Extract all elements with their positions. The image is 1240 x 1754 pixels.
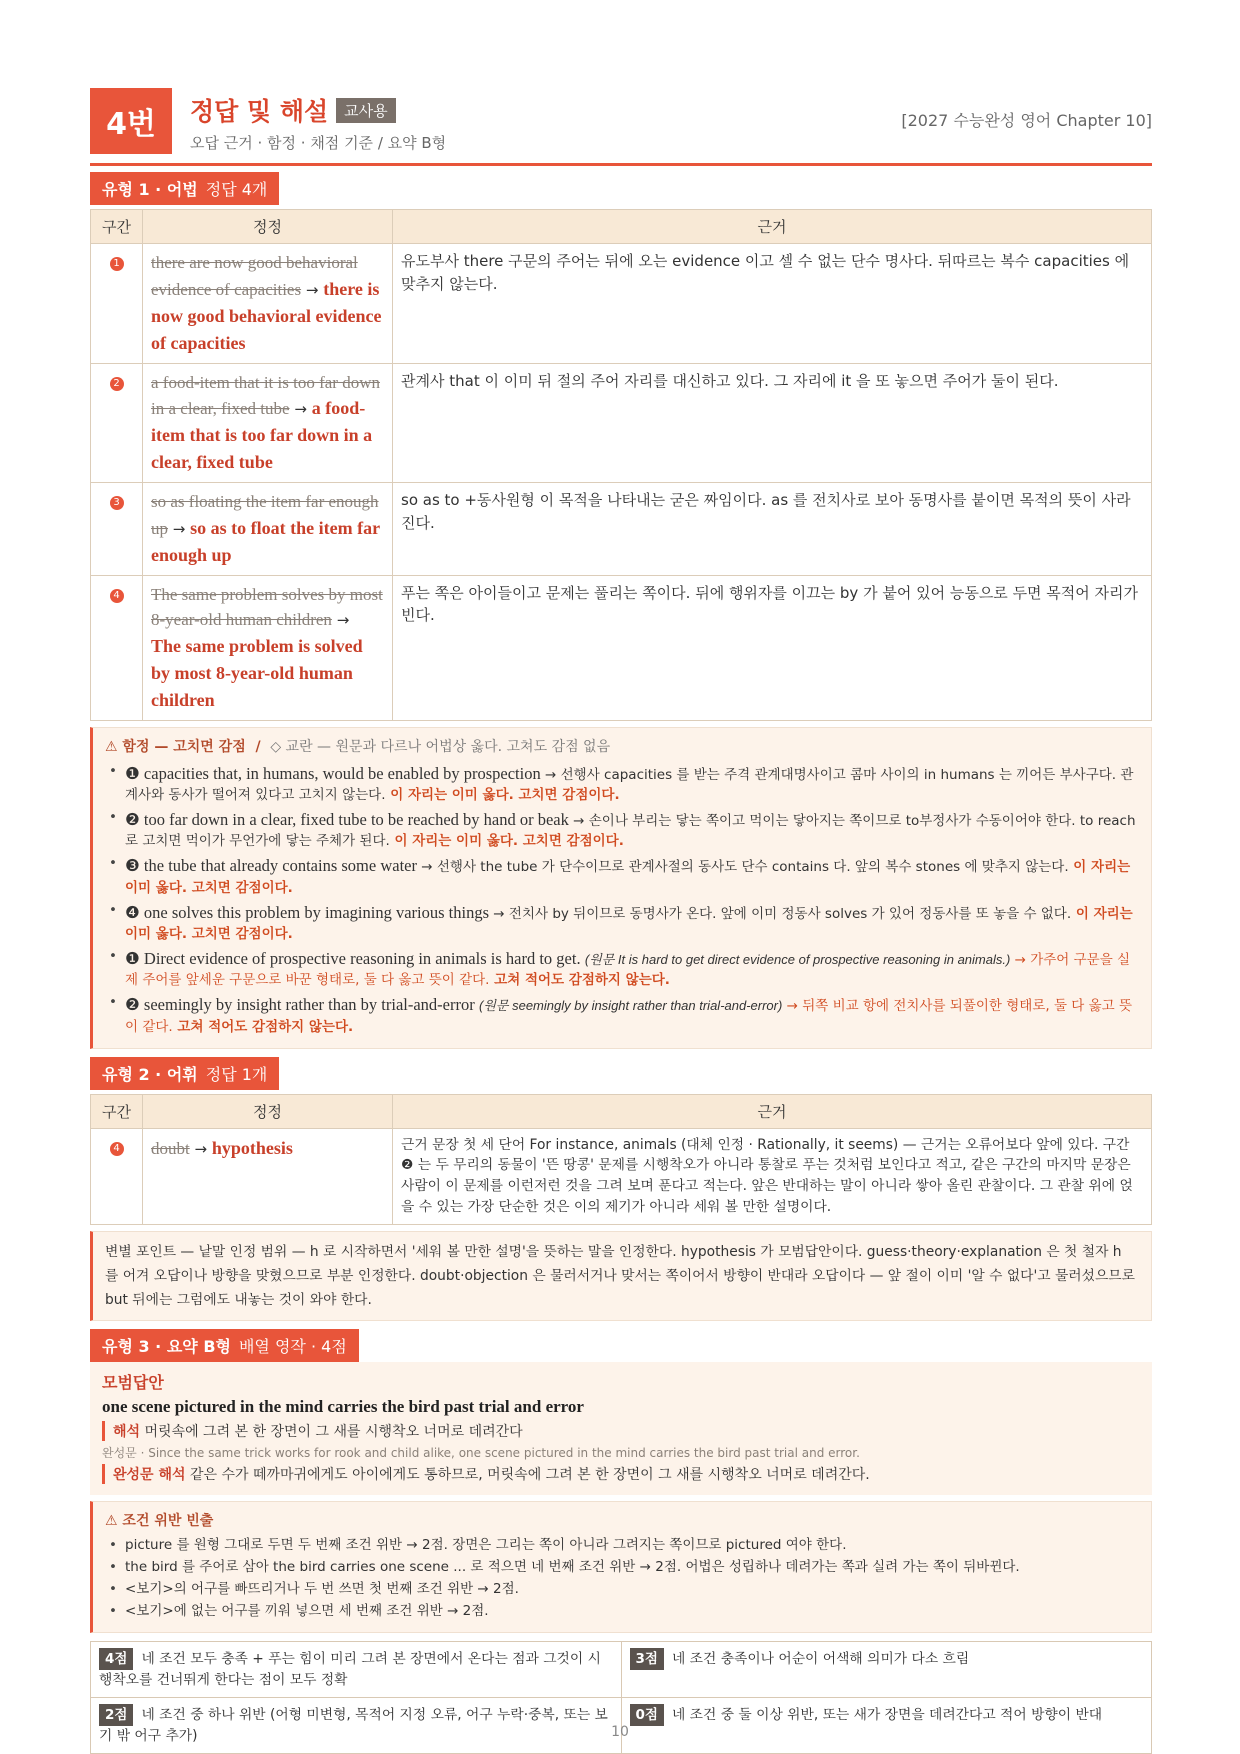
title-text: 정답 및 해설 xyxy=(190,97,329,126)
col-reason: 근거 xyxy=(393,1094,1152,1128)
model-answer-text: one scene pictured in the mind carries the bird past trial and error xyxy=(102,1396,584,1416)
fixed-text: a food-item that is too far down in a clear, fixed tube xyxy=(151,398,373,472)
list-item xyxy=(105,808,1137,852)
section-1-title: 유형 1 · 어법 xyxy=(102,180,198,199)
wrong-text: doubt xyxy=(151,1138,190,1158)
section-1-label xyxy=(90,172,279,205)
trap-head-label: ⚠ 함정 — 고치면 감점 xyxy=(105,738,246,755)
table-header-row xyxy=(91,1094,1152,1128)
complete-translation-text: 같은 수가 떼까마귀에게도 아이에게도 통하므로, 머릿속에 그려 본 한 장면이 그 새를 시행착오 너머로 데려간다. xyxy=(185,1466,870,1483)
reason-text: 근거 문장 첫 세 단어 For instance, animals (대체 인정 · Rationally, it seems) — 근거는 오류어보다 앞에 있다. 구간 ❷ 는 두 무리의 동물이 '뜬 땅콩' 문제를 시행착오가 아니라 통찰로 푸는 것처럼 보인다고 적고, 같은 구간의 마지막 문장은 사람이 이 문제를 이런저런 것을 그려 보며 푼다고 적는다. 앞은 반대하는 말이 아니라 쌓아 올린 관찰이다. 그 관찰 위에 얹을 수 있는 가장 단순한 것은 이의 제기가 아니라 세워 볼 만한 설명이다. xyxy=(393,1128,1152,1224)
condition-violation-box xyxy=(90,1501,1152,1633)
list-item: • the bird 를 주어로 삼아 the bird carries one scene ... 로 적으면 네 번째 조건 위반 → 2점. 어법은 성립하나 데려가는 쪽과 실려 가는 쪽이 뒤바뀐다. xyxy=(105,1558,1137,1578)
score-badge: 2점 xyxy=(99,1704,133,1726)
distractor-item-em: 고쳐 적어도 감점하지 않는다. xyxy=(489,972,670,989)
row-number-badge: 3 xyxy=(110,496,124,510)
section-2-title: 유형 2 · 어휘 xyxy=(102,1064,198,1084)
list-item xyxy=(105,993,1137,1037)
reason-text: 유도부사 there 구문의 주어는 뒤에 오는 evidence 이고 셀 수 없는 단수 명사다. 뒤따르는 복수 capacities 에 맞추지 않는다. xyxy=(393,244,1152,364)
trap-item-em: 이 자리는 이미 옳다. 고치면 감점이다. xyxy=(389,833,624,850)
fixed-text: so as to float the item far enough up xyxy=(151,517,380,565)
section-3-answer: 배열 영작 · 4점 xyxy=(238,1336,347,1356)
table-row xyxy=(91,575,1152,720)
trap-item-em: 이 자리는 이미 옳다. 고치면 감점이다. xyxy=(385,786,620,803)
trap-item-ko: → 선행사 capacities 를 받는 주격 관계대명사이고 콤마 사이의 in humans 는 끼어든 부사구다. 관계사와 동사가 떨어져 있다고 고치지 않는다. xyxy=(125,766,1134,803)
score-desc: 네 조건 중 둘 이상 위반, 또는 새가 장면을 데려간다고 적어 방향이 반대 xyxy=(671,1706,1103,1723)
table-row xyxy=(91,244,1152,364)
arrow-icon: → xyxy=(294,400,307,418)
table-row xyxy=(91,483,1152,576)
score-cell xyxy=(621,1641,1152,1697)
section-1-answer: 정답 4개 xyxy=(205,180,268,199)
complete-sentence-en: 완성문 · Since the same trick works for rook and child alike, one scene pictured in the mind carries the bird past trial and error. xyxy=(102,1445,860,1460)
wrong-text: there are now good behavioral evidence of capacities xyxy=(151,253,358,299)
section-3 xyxy=(90,1329,1152,1495)
arrow-icon: → xyxy=(305,280,319,299)
trap-item-em: 이 자리는 이미 옳다. 고치면 감점이다. xyxy=(125,859,1131,896)
col-correction: 정정 xyxy=(143,210,393,244)
score-row xyxy=(91,1641,1152,1697)
trap-head-note: ◇ 교란 — 원문과 다르나 어법상 옳다. 고쳐도 감점 없음 xyxy=(270,738,611,755)
discrimination-point-box: 변별 포인트 — 낱말 인정 범위 — h 로 시작하면서 '세워 볼 만한 설명'을 뜻하는 말을 인정한다. hypothesis 가 모범답안이다. guess·theory·explanation 은 첫 철자 h 를 어겨 오답이나 방향을 맞혔으므로 부분 인정한다. doubt·objection 은 물러서거나 맞서는 쪽이어서 방향이 반대라 오답이다 — 앞 절이 이미 '알 수 없다'고 물러섰으므로 but 뒤에는 그럼에도 내놓는 것이 와야 한다. xyxy=(90,1231,1152,1321)
table-row xyxy=(91,1128,1152,1224)
trap-item-en: ❹ one solves this problem by imagining various things xyxy=(125,902,490,922)
score-badge: 0점 xyxy=(630,1704,664,1726)
distractor-item-en: ❶ Direct evidence of prospective reasoning in animals is hard to get. xyxy=(125,949,581,968)
distractor-item-ko: → 가주어 구문을 실제 주어를 앞세운 구문으로 바꾼 형태로, 둘 다 옳고 뜻이 같다. xyxy=(125,952,1131,989)
translation-line xyxy=(102,1421,1140,1441)
row-number-badge: 4 xyxy=(110,589,124,603)
score-cell xyxy=(91,1641,622,1697)
trap-item-en: ❶ capacities that, in humans, would be enabled by prospection xyxy=(125,763,541,783)
arrow-icon: → xyxy=(172,519,186,538)
trap-item-en: ❸ the tube that already contains some water xyxy=(125,856,417,876)
page xyxy=(90,88,1152,1754)
trap-item-em: 이 자리는 이미 옳다. 고치면 감점이다. xyxy=(125,905,1133,943)
trap-head-separator: / xyxy=(255,738,261,755)
page-header xyxy=(90,88,1152,166)
translation-label: 해석 xyxy=(113,1423,141,1440)
grammar-table xyxy=(90,209,1152,721)
col-section: 구간 xyxy=(91,1094,143,1128)
page-number: 10 xyxy=(611,1724,629,1740)
reason-text: so as to +동사원형 이 목적을 나타내는 굳은 짜임이다. as 를 전치사로 보아 동명사를 붙이면 목적의 뜻이 사라진다. xyxy=(393,483,1152,576)
fixed-text: The same problem is solved by most 8-year-old human children xyxy=(151,635,363,710)
score-desc: 네 조건 충족이나 어순이 어색해 의미가 다소 흐림 xyxy=(671,1650,970,1667)
score-desc: 네 조건 중 하나 위반 (어형 미변형, 목적어 지정 오류, 어구 누락·중복, 또는 보기 밖 어구 추가) xyxy=(99,1706,608,1744)
trap-list xyxy=(105,762,1137,1038)
distractor-item-en: ❷ seemingly by insight rather than by trial-and-error xyxy=(125,995,475,1015)
section-3-title: 유형 3 · 요약 B형 xyxy=(102,1336,231,1356)
translation-text: 머릿속에 그려 본 한 장면이 그 새를 시행착오 너머로 데려간다 xyxy=(140,1423,523,1440)
col-correction: 정정 xyxy=(143,1094,393,1128)
list-item xyxy=(105,901,1137,945)
score-badge: 4점 xyxy=(99,1648,133,1670)
trap-box-head xyxy=(105,736,1137,756)
list-item xyxy=(105,854,1137,898)
col-reason: 근거 xyxy=(393,210,1152,244)
fixed-text: hypothesis xyxy=(211,1137,293,1158)
section-3-label xyxy=(90,1329,359,1362)
violation-list xyxy=(105,1536,1137,1622)
trap-item-ko: → 전치사 by 뒤이므로 동명사가 온다. 앞에 이미 정동사 solves 가 있어 정동사를 또 놓을 수 없다. xyxy=(489,905,1072,922)
distractor-item-ko: → 뒤쪽 비교 항에 전치사를 되풀이한 형태로, 둘 다 옳고 뜻이 같다. xyxy=(125,998,1133,1035)
wrong-text: The same problem solves by most 8-year-old human children xyxy=(151,584,383,629)
row-number-badge: 1 xyxy=(110,257,124,271)
trap-item-en: ❷ too far down in a clear, fixed tube to be reached by hand or beak xyxy=(125,809,569,829)
vocab-table xyxy=(90,1094,1152,1225)
section-2-answer: 정답 1개 xyxy=(205,1064,268,1084)
score-badge: 3점 xyxy=(630,1648,664,1670)
distractor-item-em: 고쳐 적어도 감점하지 않는다. xyxy=(172,1018,354,1035)
question-number: 4번 xyxy=(90,88,172,154)
list-item xyxy=(105,762,1137,806)
source-label: [2027 수능완성 영어 Chapter 10] xyxy=(901,111,1152,130)
trap-item-ko: → 선행사 the tube 가 단수이므로 관계사절의 동사도 단수 contains 다. 앞의 복수 stones 에 맞추지 않는다. xyxy=(416,859,1069,876)
list-item xyxy=(105,947,1137,991)
list-item: • <보기>의 어구를 빠뜨리거나 두 번 쓰면 첫 번째 조건 위반 → 2점. xyxy=(105,1580,1137,1600)
section-2 xyxy=(90,1057,1152,1225)
complete-translation-label: 완성문 해석 xyxy=(113,1466,186,1483)
col-section: 구간 xyxy=(91,210,143,244)
wrong-text: so as floating the item far enough up xyxy=(151,492,379,538)
list-item: • <보기>에 없는 어구를 끼워 넣으면 세 번째 조건 위반 → 2점. xyxy=(105,1602,1137,1622)
section-1 xyxy=(90,172,1152,721)
wrong-text: a food-item that it is too far down in a clear, fixed tube xyxy=(151,372,380,418)
section-2-label xyxy=(90,1057,279,1090)
distractor-item-original: (원문 It is hard to get direct evidence of prospective reasoning in animals.) xyxy=(584,952,1011,967)
complete-translation-line xyxy=(102,1464,1140,1484)
condition-violation-head: ⚠ 조건 위반 빈출 xyxy=(105,1512,214,1529)
distractor-item-original: (원문 seemingly by insight rather than trial-and-error) xyxy=(479,998,783,1014)
score-desc: 네 조건 모두 충족 + 푸는 힘이 미리 그려 본 장면에서 온다는 점과 그것이 시행착오를 건너뛰게 한다는 점이 모두 정확 xyxy=(99,1650,601,1689)
fixed-text: there is now good behavioral evidence of capacities xyxy=(151,278,382,353)
reason-text: 푸는 쪽은 아이들이고 문제는 풀리는 쪽이다. 뒤에 행위자를 이끄는 by 가 붙어 있어 능동으로 두면 목적어 자리가 빈다. xyxy=(393,575,1152,720)
row-number-badge: 2 xyxy=(110,377,124,391)
page-title xyxy=(190,92,396,128)
teacher-tag: 교사용 xyxy=(336,98,395,123)
row-number-badge: 4 xyxy=(110,1142,124,1156)
model-answer-heading: 모범답안 xyxy=(102,1372,164,1392)
table-header-row xyxy=(91,210,1152,244)
arrow-icon: → xyxy=(194,1139,208,1158)
model-answer-box xyxy=(90,1362,1152,1495)
arrow-icon: → xyxy=(336,611,350,629)
reason-text: 관계사 that 이 이미 뒤 절의 주어 자리를 대신하고 있다. 그 자리에 it 을 또 놓으면 주어가 둘이 된다. xyxy=(393,363,1152,483)
table-row xyxy=(91,363,1152,483)
page-subtitle: 오답 근거 · 함정 · 채점 기준 / 요약 B형 xyxy=(190,134,447,152)
list-item: • picture 를 원형 그대로 두면 두 번째 조건 위반 → 2점. 장면은 그리는 쪽이 아니라 그려지는 쪽이므로 pictured 여야 한다. xyxy=(105,1536,1137,1556)
trap-box-grammar xyxy=(90,727,1152,1049)
trap-item-ko: → 손이나 부리는 닿는 쪽이고 먹이는 닿아지는 쪽이므로 to부정사가 수동이어야 한다. to reach 로 고치면 먹이가 무언가에 닿는 주체가 된다. xyxy=(125,812,1136,850)
